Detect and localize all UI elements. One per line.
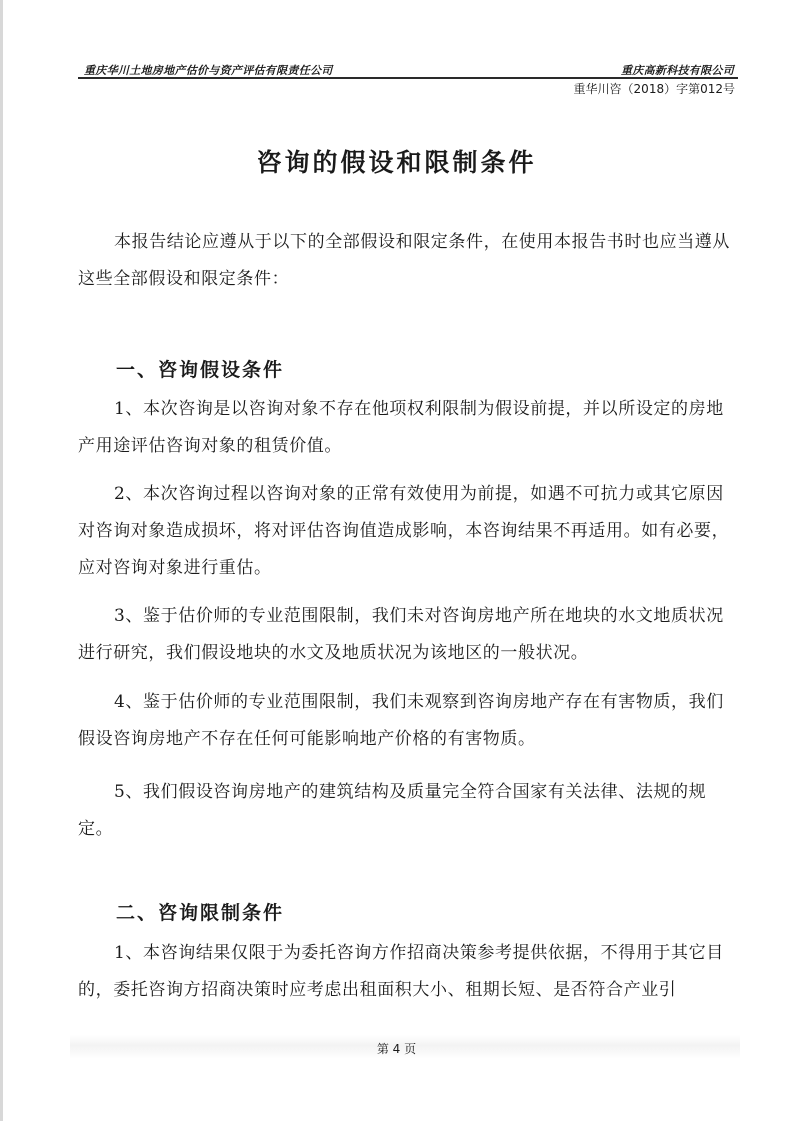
limitation-item-1	[78, 935, 738, 1009]
assumption-item-text: 2、本次咨询过程以咨询对象的正常有效使用为前提，如遇不可抗力或其它原因对咨询对象造成损坏，将对评估咨询值造成影响，本咨询结果不再适用。如有必要，应对咨询对象进行重估。	[78, 484, 730, 578]
page-number: 第 4 页	[376, 1042, 417, 1056]
assumption-item-text: 5、我们假设咨询房地产的建筑结构及质量完全符合国家有关法律、法规的规定。	[78, 782, 707, 839]
assumption-item-4	[78, 684, 738, 758]
intro-text: 本报告结论应遵从于以下的全部假设和限定条件，在使用本报告书时也应当遵从这些全部假设和限定条件：	[78, 232, 730, 289]
header-rule	[78, 77, 738, 79]
assumption-item-text: 1、本次咨询是以咨询对象不存在他项权利限制为假设前提，并以所设定的房地产用途评估咨询对象的租赁价值。	[78, 399, 724, 456]
assumption-item-text: 3、鉴于估价师的专业范围限制，我们未对咨询房地产所在地块的水文地质状况进行研究，我们假设地块的水文及地质状况为该地区的一般状况。	[78, 606, 724, 663]
document-number: 重华川咨（2018）字第012号	[573, 82, 735, 96]
header-right-company: 重庆高新科技有限公司	[621, 64, 734, 77]
header-left-company: 重庆华川土地房地产估价与资产评估有限责任公司	[84, 64, 333, 77]
intro-paragraph	[78, 224, 738, 298]
page-title: 咨询的假设和限制条件	[256, 148, 537, 177]
section-heading-assumptions: 一、咨询假设条件	[116, 359, 285, 381]
limitation-item-text: 1、本咨询结果仅限于为委托咨询方作招商决策参考提供依据，不得用于其它目的，委托咨询方招商决策时应考虑出租面积大小、租期长短、是否符合产业引	[78, 943, 724, 1000]
assumption-item-1	[78, 391, 738, 465]
page-header	[78, 58, 738, 78]
assumption-item-3	[78, 598, 738, 672]
assumption-item-2	[78, 476, 738, 587]
section-heading-limitations: 二、咨询限制条件	[116, 902, 285, 924]
assumption-item-text: 4、鉴于估价师的专业范围限制，我们未观察到咨询房地产存在有害物质，我们假设咨询房地产不存在任何可能影响地产价格的有害物质。	[78, 692, 724, 749]
assumption-item-5	[78, 774, 738, 848]
